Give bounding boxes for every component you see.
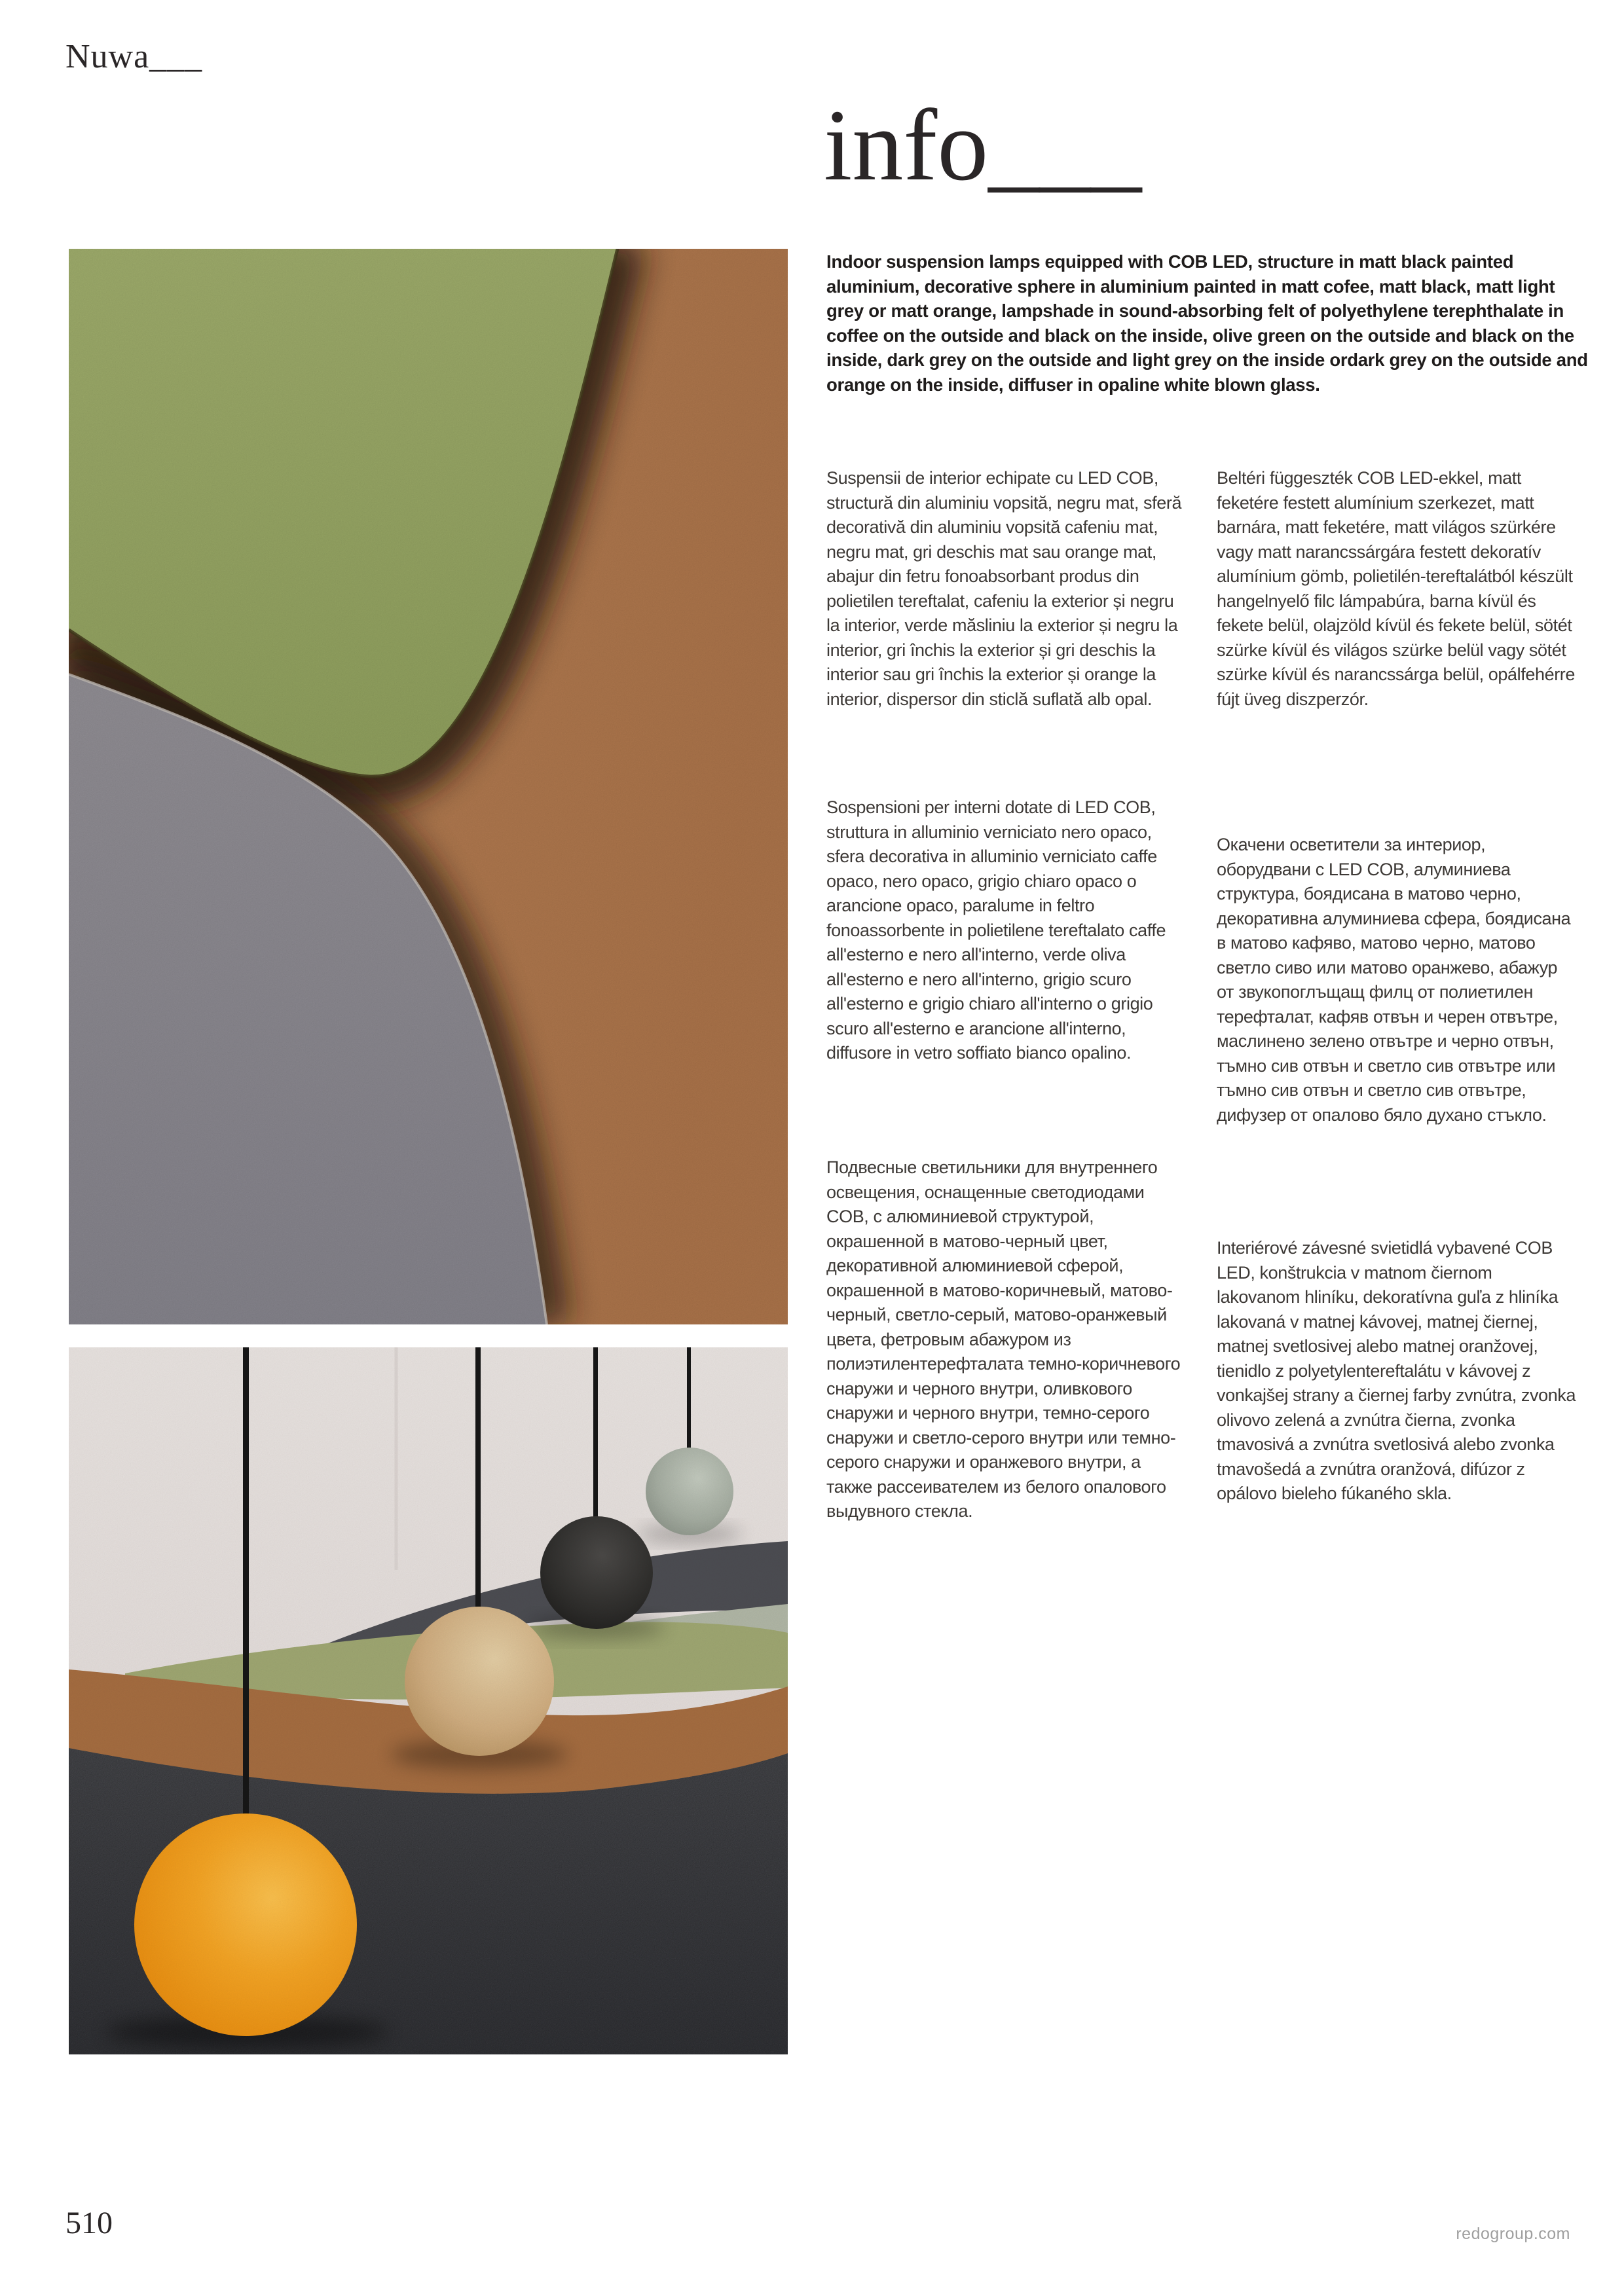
paragraph-hungarian: Beltéri függeszték COB LED-ekkel, matt feketére festett alumínium szerkezet, matt barnára, matt feketére, matt világos szürkére vagy matt narancssárgára festett dekoratív alumínium gömb, polietilén-tereftalátból készült hangelnyelő filc lámpabúra, barna kívül és fekete belül, olajzöld kívül és fekete belül, sötét szürke kívül és világos szürke belül vagy sötét szürke kívül és narancssárga belül, opálfehérre fújt üveg diszperzór.: [1217, 468, 1576, 709]
paragraph-romanian: Suspensii de interior echipate cu LED COB, structură din aluminiu vopsită, negru mat, sferă decorativă din aluminiu vopsită cafeniu mat, negru mat, gri deschis mat sau orange mat, abajur din fetru fonoabsorbant produs din polietilen tereftalat, cafeniu la exterior și negru la interior, verde măsliniu la exterior și negru la interior, gri închis la exterior și gri deschis la interior sau gri închis la exterior și orange la interior, dispersor din sticlă suflată alb opal.: [826, 468, 1182, 709]
photo-grain-overlay: [69, 1347, 788, 2054]
brand-title: Nuwa___: [65, 38, 203, 75]
product-photo-felt-discs: [69, 249, 788, 1324]
product-photo-pendant-lamps: [69, 1347, 788, 2054]
felt-discs-illustration: [69, 249, 788, 1324]
website-url: redogroup.com: [1456, 2225, 1570, 2243]
paragraph-bulgarian: Окачени осветители за интериор, оборудвани с LED COB, алуминиева структура, боядисана в матово черно, декоративна алуминиева сфера, боядисана в матово кафяво, матово черно, матово светло сиво или матово оранжево, абажур от звукопоглъщащ филц от полиетилен терефталат, кафяв отвън и черен отвътре, маслинено зелено отвътре и черно отвън, тъмно сив отвън и светло сив отвътре или тъмно сив отвън и светло сив отвътре, дифузер от опалово бяло духано стъкло.: [1217, 835, 1571, 1125]
paragraph-russian: Подвесные светильники для внутреннего освещения, оснащенные светодиодами COB, с алюминиевой структурой, окрашенной в матово-черный цвет, декоративной алюминиевой сферой, окрашенной в матово-коричневый, матово-черный, светло-серый, матово-оранжевый цвета, фетровым абажуром из полиэтилентерефталата темно-коричневого снаружи и черного внутри, оливкового снаружи и черного внутри, темно-серого снаружи и светло-серого внутри или темно-серого снаружи и оранжевого внутри, а также рассеивателем из белого опалового выдувного стекла.: [826, 1157, 1181, 1521]
paragraph-slovak: Interiérové závesné svietidlá vybavené COB LED, konštrukcia v matnom čiernom lakovanom hliníku, dekoratívna guľa z hliníka lakovaná v matnej kávovej, matnej čiernej, matnej svetlosivej alebo matnej oranžovej, tienidlo z polyetylentereftalátu v kávovej z vonkajšej strany a čiernej farby zvnútra, zvonka olivovo zelená a zvnútra čierna, zvonka tmavosivá a zvnútra svetlosivá alebo zvonka tmavošedá a zvnútra oranžová, difúzor z opálovo bieleho fúkaného skla.: [1217, 1238, 1576, 1503]
page-title: info___: [824, 88, 1142, 202]
paragraph-italian: Sospensioni per interni dotate di LED COB, struttura in alluminio verniciato nero opaco, sfera decorativa in alluminio verniciato caffe opaco, nero opaco, grigio chiaro opaco o arancione opaco, paralume in feltro fonoassorbente in polietilene tereftalato caffe all'esterno e nero all'interno, verde oliva all'esterno e nero all'interno, grigio scuro all'esterno e grigio chiaro all'interno o grigio scuro all'esterno e arancione all'interno, diffusore in vetro soffiato bianco opalino.: [826, 797, 1166, 1063]
intro-paragraph-en: Indoor suspension lamps equipped with COB LED, structure in matt black painted aluminium, decorative sphere in aluminium painted in matt cofee, matt black, matt light grey or matt orange, lampshade in sound-absorbing felt of polyethylene terephthalate in coffee on the outside and black on the inside, olive green on the outside and black on the inside, dark grey on the outside and light grey on the inside ordark grey on the outside and orange on the inside, diffuser in opaline white blown glass.: [826, 251, 1588, 395]
page-number: 510: [65, 2206, 113, 2240]
pendant-lamps-illustration: [69, 1347, 788, 2054]
felt-texture-overlay: [69, 249, 788, 1324]
